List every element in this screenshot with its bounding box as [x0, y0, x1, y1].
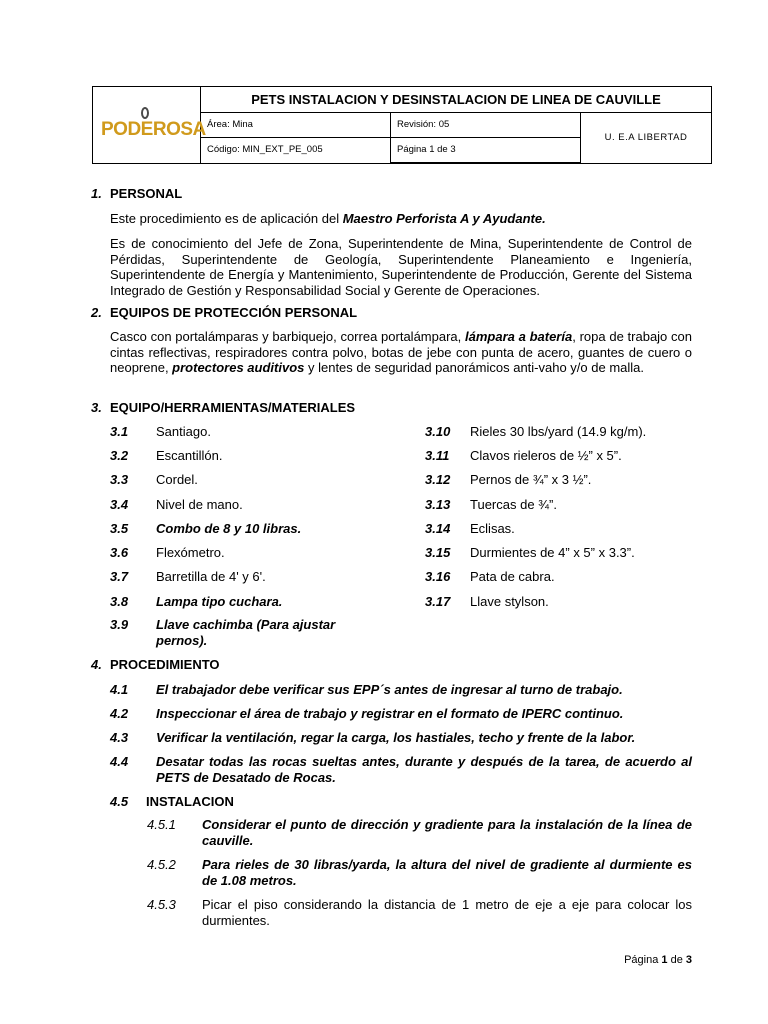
list-item: 3.8 Lampa tipo cuchara. [110, 594, 283, 609]
section-4-heading: 4. PROCEDIMIENTO [91, 657, 220, 672]
procedure-step: Inspeccionar el área de trabajo y registrar en el formato de IPERC continuo. [156, 706, 624, 721]
list-item: 3.14 Eclisas. [425, 521, 515, 536]
list-item: 3.13 Tuercas de ¾”. [425, 497, 557, 512]
step-number: 4.1 [110, 682, 129, 697]
list-item: 3.2 Escantillón. [110, 448, 223, 463]
list-item: 3.6 Flexómetro. [110, 545, 225, 560]
list-item-continuation: pernos). [156, 633, 208, 648]
list-item: 3.5 Combo de 8 y 10 libras. [110, 521, 302, 536]
substep-number: 4.5.3 [147, 897, 176, 912]
list-item: 3.4 Nivel de mano. [110, 497, 243, 512]
list-item: 3.16 Pata de cabra. [425, 569, 555, 584]
list-item: 3.12 Pernos de ¾” x 3 ½”. [425, 472, 592, 487]
list-item: 3.7 Barretilla de 4' y 6'. [110, 569, 266, 584]
list-item: 3.1 Santiago. [110, 424, 211, 439]
logo-mark-icon [141, 107, 149, 119]
page-field: Página 1 de 3 [391, 138, 581, 163]
procedure-substep: Para rieles de 30 libras/yarda, la altura del nivel de gradiente al durmiente es de 1.08 metros. [202, 857, 692, 888]
page-footer: Página 1 de 3 [624, 954, 692, 966]
section-2-paragraph: Casco con portalámparas y barbiquejo, correa portalámpara, lámpara a batería, ropa de trabajo con cintas reflectivas, respiradores contra polvo, botas de jebe con punta de acero, guantes de cuero o neoprene, protectores auditivos y lentes de seguridad panorámicos anti-vaho y/o de malla. [110, 329, 692, 375]
list-item: 3.15 Durmientes de 4” x 5” x 3.3”. [425, 545, 635, 560]
section-1-paragraph-2: Es de conocimiento del Jefe de Zona, Superintendente de Mina, Superintendente de Control de Pérdidas, Superintendente de Geología, Superintendente Planeamiento e Ingeniería, Superintendente de Energía y Mantenimiento, Superintendente de Producción, Gerente del Sistema Integrado de Gestión y Responsabilidad Social y Gerente de Operaciones. [110, 236, 692, 298]
revision-field: Revisión: 05 [391, 113, 581, 138]
step-number: 4.3 [110, 730, 129, 745]
unit-field: U. E.A LIBERTAD [604, 132, 688, 143]
procedure-step: Verificar la ventilación, regar la carga, los hastiales, techo y frente de la labor. [156, 730, 636, 745]
substep-number: 4.5.2 [147, 857, 176, 872]
list-item: 3.9 Llave cachimba (Para ajustar [110, 617, 336, 632]
poderosa-logo [101, 103, 206, 147]
procedure-substep: Picar el piso considerando la distancia de 1 metro de eje a eje para colocar los durmientes. [202, 897, 692, 928]
procedure-substep: Considerar el punto de dirección y gradiente para la instalación de la línea de cauville. [202, 817, 692, 848]
list-item: 3.17 Llave stylson. [425, 594, 549, 609]
section-1-paragraph-1: Este procedimiento es de aplicación del Maestro Perforista A y Ayudante. [110, 211, 546, 226]
section-1-heading: 1. PERSONAL [91, 186, 183, 201]
procedure-step: Desatar todas las rocas sueltas antes, durante y después de la tarea, de acuerdo al PETS de Desatado de Rocas. [156, 754, 692, 785]
list-item: 3.3 Cordel. [110, 472, 198, 487]
procedure-step: El trabajador debe verificar sus EPP´s antes de ingresar al turno de trabajo. [156, 682, 623, 697]
code-field: Código: MIN_EXT_PE_005 [201, 138, 391, 163]
list-item: 3.11 Clavos rieleros de ½” x 5”. [425, 448, 622, 463]
section-2-heading: 2. EQUIPOS DE PROTECCIÓN PERSONAL [91, 305, 358, 320]
list-item: 3.10 Rieles 30 lbs/yard (14.9 kg/m). [425, 424, 647, 439]
document-title: PETS INSTALACION Y DESINSTALACION DE LINEA DE CAUVILLE [201, 87, 711, 113]
step-number: 4.4 [110, 754, 129, 769]
logo-text: PODEROSA [101, 119, 206, 140]
document-header-table [92, 86, 712, 164]
subsection-heading: 4.5 INSTALACION [110, 794, 234, 809]
step-number: 4.2 [110, 706, 129, 721]
area-field: Área: Mina [201, 113, 391, 138]
section-3-heading: 3. EQUIPO/HERRAMIENTAS/MATERIALES [91, 400, 356, 415]
logo-cell [93, 87, 206, 163]
substep-number: 4.5.1 [147, 817, 176, 832]
